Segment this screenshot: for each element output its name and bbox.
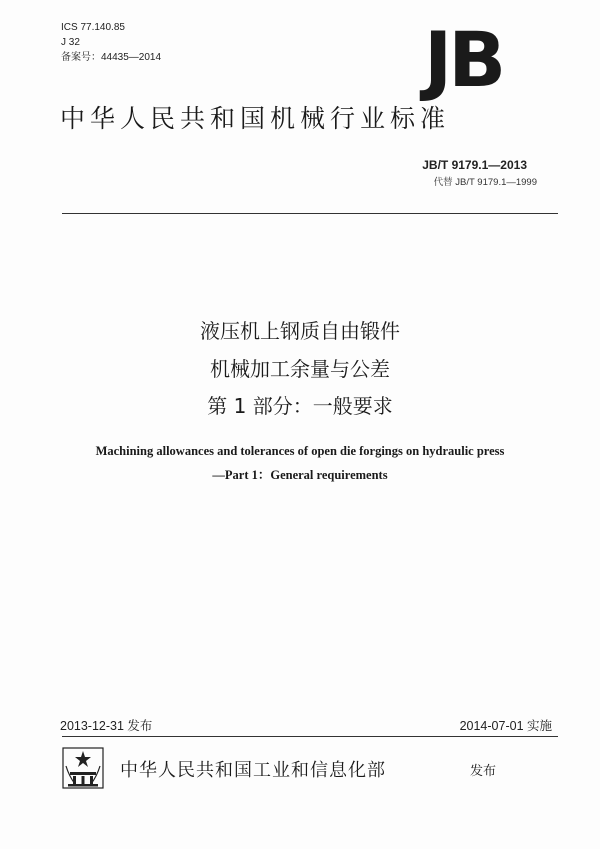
issue-date: 2013-12-31 发布	[60, 719, 153, 733]
chinese-title-line-2: 机械加工余量与公差	[210, 357, 390, 381]
jb-logo: JB	[424, 15, 503, 104]
standard-category-title: 中华人民共和国机械行业标准	[60, 104, 451, 133]
issuing-ministry: 中华人民共和国工业和信息化部	[120, 760, 386, 781]
english-title-line-2: —Part 1：General requirements	[212, 468, 388, 482]
ics-code: ICS 77.140.85	[61, 22, 125, 33]
english-title-line-1: Machining allowances and tolerances of open die forgings on hydraulic press	[95, 444, 505, 458]
bottom-divider	[62, 736, 558, 737]
class-code: J 32	[61, 37, 80, 48]
standard-number: JB/T 9179.1—2013	[422, 158, 527, 172]
chinese-title-line-3: 第 1 部分：一般要求	[207, 394, 393, 418]
issued-by-label: 发布	[470, 764, 497, 779]
classification-block	[61, 20, 161, 65]
ministry-emblem-icon	[61, 746, 105, 790]
effective-date: 2014-07-01 实施	[459, 719, 552, 733]
chinese-title-line-1: 液压机上钢质自由锻件	[200, 319, 400, 343]
top-divider	[62, 213, 558, 214]
record-number: 备案号：44435—2014	[61, 52, 162, 63]
replaces-standard: 代替 JB/T 9179.1—1999	[433, 177, 537, 188]
